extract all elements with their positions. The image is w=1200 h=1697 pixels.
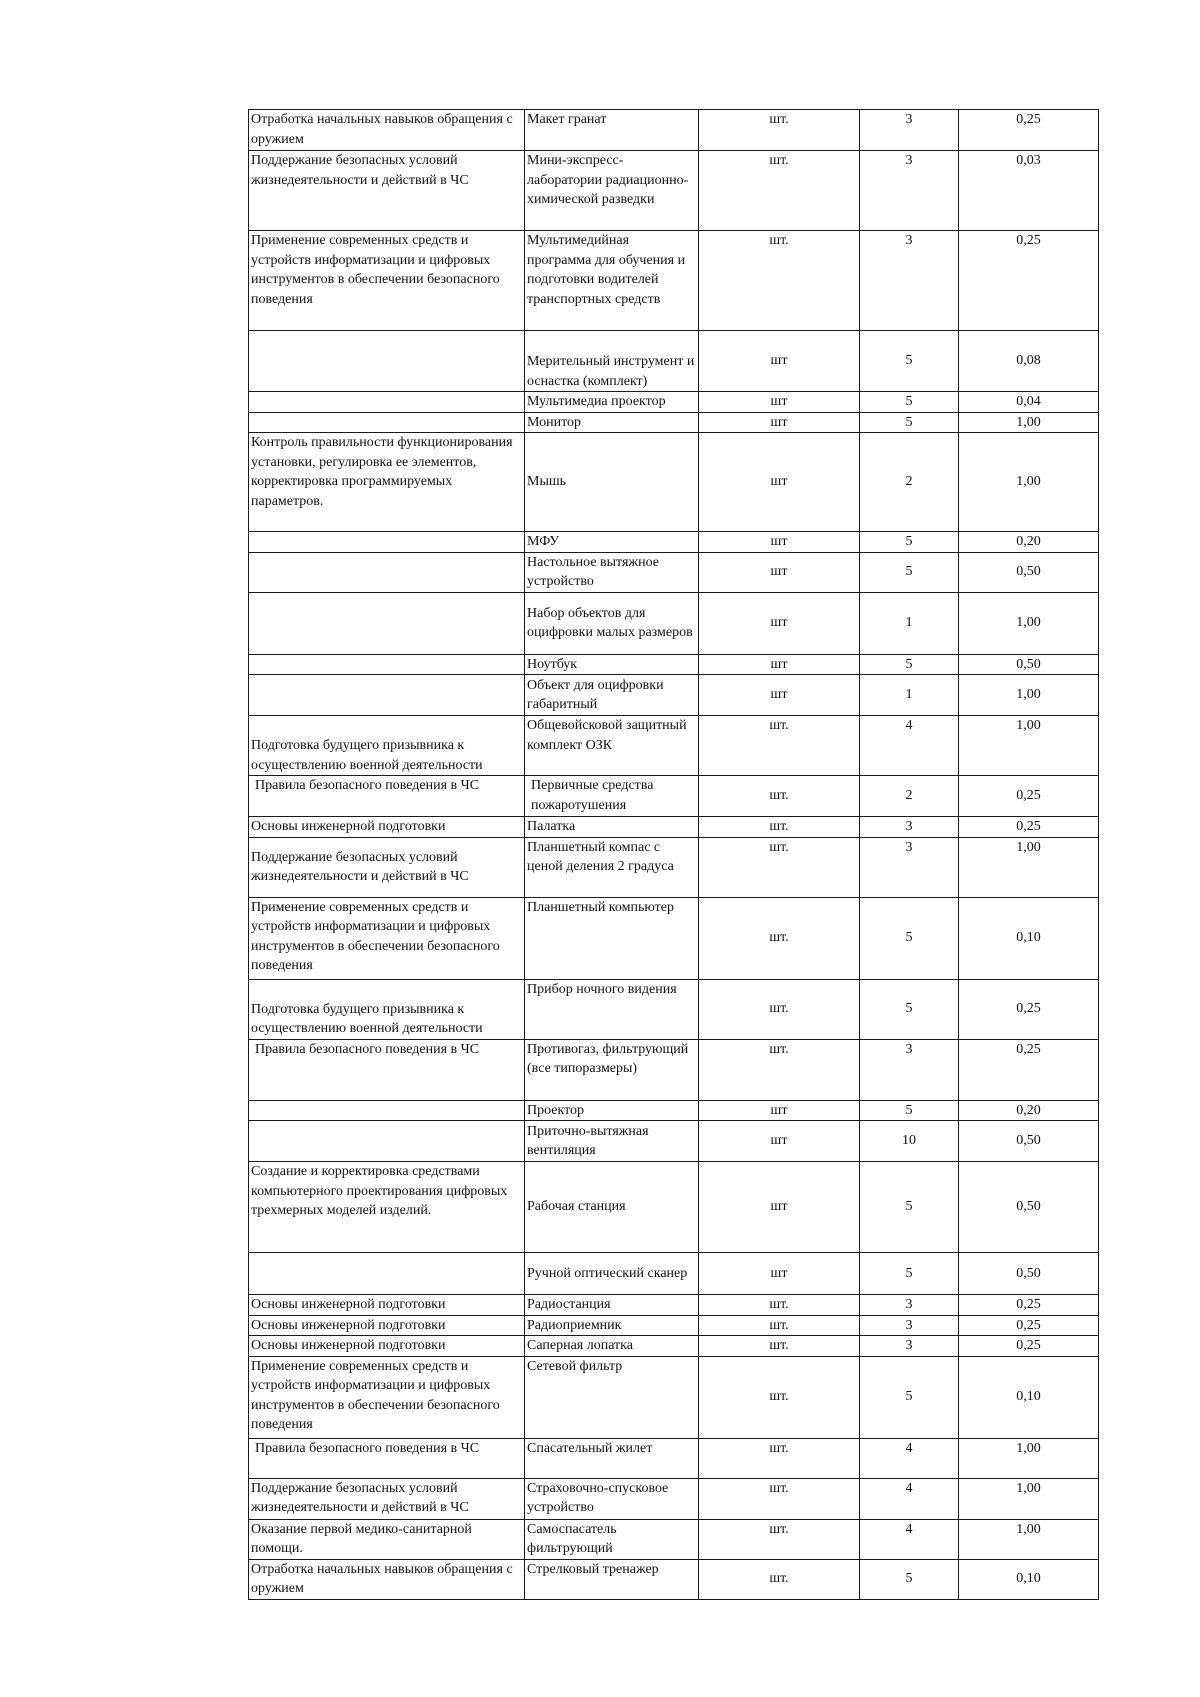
unit-cell: шт	[699, 552, 860, 592]
activity-cell	[249, 532, 525, 553]
activity-cell: Основы инженерной подготовки	[249, 1295, 525, 1316]
qty-cell: 3	[860, 110, 959, 151]
unit-cell: шт.	[699, 1478, 860, 1519]
qty-cell: 5	[860, 331, 959, 392]
qty-cell: 5	[860, 1100, 959, 1121]
item-cell: Монитор	[525, 412, 699, 433]
unit-cell: шт.	[699, 1438, 860, 1478]
unit-cell: шт.	[699, 776, 860, 817]
table-row	[249, 1478, 1099, 1519]
unit-cell: шт.	[699, 1039, 860, 1100]
item-cell: Объект для оцифровки габаритный	[525, 675, 699, 716]
table-row	[249, 433, 1099, 532]
coef-cell: 0,50	[959, 654, 1099, 675]
unit-cell: шт.	[699, 1336, 860, 1357]
unit-cell: шт	[699, 392, 860, 413]
activity-cell	[249, 331, 525, 392]
coef-cell: 0,25	[959, 1315, 1099, 1336]
coef-cell: 0,25	[959, 1039, 1099, 1100]
unit-cell: шт.	[699, 897, 860, 979]
table-row	[249, 1162, 1099, 1253]
activity-cell: Правила безопасного поведения в ЧС	[249, 1039, 525, 1100]
table-row	[249, 1253, 1099, 1295]
coef-cell: 0,10	[959, 1559, 1099, 1599]
qty-cell: 4	[860, 1478, 959, 1519]
coef-cell: 1,00	[959, 837, 1099, 897]
table-row	[249, 1356, 1099, 1438]
item-cell: Первичные средства пожаротушения	[525, 776, 699, 817]
item-cell: Настольное вытяжное устройство	[525, 552, 699, 592]
item-cell: Сетевой фильтр	[525, 1356, 699, 1438]
item-cell: Мерительный инструмент и оснастка (комплект)	[525, 331, 699, 392]
table-row	[249, 716, 1099, 776]
coef-cell: 0,03	[959, 151, 1099, 231]
unit-cell: шт.	[699, 1519, 860, 1559]
coef-cell: 1,00	[959, 433, 1099, 532]
unit-cell: шт	[699, 1100, 860, 1121]
qty-cell: 3	[860, 837, 959, 897]
table-row	[249, 1039, 1099, 1100]
qty-cell: 4	[860, 716, 959, 776]
qty-cell: 5	[860, 412, 959, 433]
coef-cell: 1,00	[959, 592, 1099, 654]
item-cell: Ноутбук	[525, 654, 699, 675]
qty-cell: 1	[860, 592, 959, 654]
coef-cell: 0,25	[959, 1295, 1099, 1316]
activity-cell: Применение современных средств и устройств информатизации и цифровых инструментов в обеспечении безопасного поведения	[249, 231, 525, 331]
unit-cell: шт.	[699, 1315, 860, 1336]
activity-cell: Поддержание безопасных условий жизнедеятельности и действий в ЧС	[249, 151, 525, 231]
activity-cell: Подготовка будущего призывника к осуществлению военной деятельности	[249, 979, 525, 1039]
table-row	[249, 532, 1099, 553]
item-cell: Ручной оптический сканер	[525, 1253, 699, 1295]
table-row	[249, 837, 1099, 897]
item-cell: Проектор	[525, 1100, 699, 1121]
coef-cell: 0,04	[959, 392, 1099, 413]
coef-cell: 1,00	[959, 675, 1099, 716]
coef-cell: 0,50	[959, 1253, 1099, 1295]
qty-cell: 3	[860, 231, 959, 331]
qty-cell: 3	[860, 151, 959, 231]
item-cell: Страховочно-спусковое устройство	[525, 1478, 699, 1519]
table-row	[249, 1315, 1099, 1336]
qty-cell: 2	[860, 433, 959, 532]
item-cell: МФУ	[525, 532, 699, 553]
table-row	[249, 776, 1099, 817]
activity-cell: Отработка начальных навыков обращения с оружием	[249, 1559, 525, 1599]
activity-cell	[249, 552, 525, 592]
coef-cell: 0,25	[959, 979, 1099, 1039]
activity-cell: Поддержание безопасных условий жизнедеятельности и действий в ЧС	[249, 837, 525, 897]
activity-cell	[249, 1253, 525, 1295]
activity-cell: Создание и корректировка средствами компьютерного проектирования цифровых трехмерных моделей изделий.	[249, 1162, 525, 1253]
unit-cell: шт.	[699, 1356, 860, 1438]
unit-cell: шт	[699, 331, 860, 392]
activity-cell: Правила безопасного поведения в ЧС	[249, 776, 525, 817]
item-cell: Самоспасатель фильтрующий	[525, 1519, 699, 1559]
qty-cell: 3	[860, 1039, 959, 1100]
activity-cell: Применение современных средств и устройств информатизации и цифровых инструментов в обеспечении безопасного поведения	[249, 1356, 525, 1438]
qty-cell: 2	[860, 776, 959, 817]
equipment-table	[248, 109, 1099, 1600]
table-row	[249, 1295, 1099, 1316]
table-row	[249, 1100, 1099, 1121]
item-cell: Саперная лопатка	[525, 1336, 699, 1357]
coef-cell: 1,00	[959, 716, 1099, 776]
table-row	[249, 817, 1099, 838]
unit-cell: шт.	[699, 151, 860, 231]
item-cell: Планшетный компьютер	[525, 897, 699, 979]
coef-cell: 1,00	[959, 1438, 1099, 1478]
item-cell: Радиоприемник	[525, 1315, 699, 1336]
coef-cell: 0,25	[959, 231, 1099, 331]
coef-cell: 0,25	[959, 776, 1099, 817]
activity-cell: Основы инженерной подготовки	[249, 817, 525, 838]
item-cell: Макет гранат	[525, 110, 699, 151]
qty-cell: 5	[860, 654, 959, 675]
qty-cell: 3	[860, 1315, 959, 1336]
item-cell: Набор объектов для оцифровки малых размеров	[525, 592, 699, 654]
unit-cell: шт.	[699, 1295, 860, 1316]
activity-cell: Правила безопасного поведения в ЧС	[249, 1438, 525, 1478]
coef-cell: 0,25	[959, 1336, 1099, 1357]
coef-cell: 0,20	[959, 1100, 1099, 1121]
qty-cell: 5	[860, 392, 959, 413]
table-row	[249, 1438, 1099, 1478]
activity-cell	[249, 654, 525, 675]
qty-cell: 5	[860, 532, 959, 553]
table-row	[249, 654, 1099, 675]
unit-cell: шт.	[699, 1559, 860, 1599]
table-row	[249, 979, 1099, 1039]
table-row	[249, 1519, 1099, 1559]
coef-cell: 0,25	[959, 110, 1099, 151]
qty-cell: 1	[860, 675, 959, 716]
table-row	[249, 1559, 1099, 1599]
activity-cell: Подготовка будущего призывника к осуществлению военной деятельности	[249, 716, 525, 776]
item-cell: Прибор ночного видения	[525, 979, 699, 1039]
table-row	[249, 897, 1099, 979]
activity-cell	[249, 592, 525, 654]
coef-cell: 1,00	[959, 1478, 1099, 1519]
activity-cell	[249, 1121, 525, 1162]
table-row	[249, 151, 1099, 231]
qty-cell: 5	[860, 1356, 959, 1438]
coef-cell: 0,20	[959, 532, 1099, 553]
activity-cell	[249, 412, 525, 433]
item-cell: Мультимедиа проектор	[525, 392, 699, 413]
unit-cell: шт	[699, 1162, 860, 1253]
activity-cell	[249, 392, 525, 413]
qty-cell: 5	[860, 1162, 959, 1253]
qty-cell: 3	[860, 1295, 959, 1316]
table-row	[249, 1121, 1099, 1162]
activity-cell: Основы инженерной подготовки	[249, 1336, 525, 1357]
qty-cell: 5	[860, 1559, 959, 1599]
coef-cell: 0,08	[959, 331, 1099, 392]
table-row	[249, 675, 1099, 716]
coef-cell: 0,50	[959, 552, 1099, 592]
qty-cell: 5	[860, 897, 959, 979]
unit-cell: шт.	[699, 110, 860, 151]
coef-cell: 0,50	[959, 1162, 1099, 1253]
unit-cell: шт	[699, 433, 860, 532]
activity-cell: Основы инженерной подготовки	[249, 1315, 525, 1336]
unit-cell: шт	[699, 1121, 860, 1162]
unit-cell: шт	[699, 1253, 860, 1295]
item-cell: Мини-экспресс-лаборатории радиационно-химической разведки	[525, 151, 699, 231]
item-cell: Планшетный компас с ценой деления 2 градуса	[525, 837, 699, 897]
table-row	[249, 331, 1099, 392]
coef-cell: 0,10	[959, 897, 1099, 979]
item-cell: Стрелковый тренажер	[525, 1559, 699, 1599]
activity-cell: Контроль правильности функционирования установки, регулировка ее элементов, корректировка программируемых параметров.	[249, 433, 525, 532]
unit-cell: шт.	[699, 716, 860, 776]
unit-cell: шт	[699, 675, 860, 716]
activity-cell: Оказание первой медико-санитарной помощи.	[249, 1519, 525, 1559]
item-cell: Палатка	[525, 817, 699, 838]
table-row	[249, 592, 1099, 654]
unit-cell: шт	[699, 654, 860, 675]
item-cell: Приточно-вытяжная вентиляция	[525, 1121, 699, 1162]
qty-cell: 4	[860, 1438, 959, 1478]
qty-cell: 3	[860, 817, 959, 838]
qty-cell: 5	[860, 552, 959, 592]
coef-cell: 1,00	[959, 412, 1099, 433]
table-row	[249, 552, 1099, 592]
item-cell: Радиостанция	[525, 1295, 699, 1316]
item-cell: Мышь	[525, 433, 699, 532]
qty-cell: 4	[860, 1519, 959, 1559]
coef-cell: 0,50	[959, 1121, 1099, 1162]
item-cell: Рабочая станция	[525, 1162, 699, 1253]
table-row	[249, 110, 1099, 151]
activity-cell: Отработка начальных навыков обращения с оружием	[249, 110, 525, 151]
unit-cell: шт.	[699, 837, 860, 897]
coef-cell: 0,10	[959, 1356, 1099, 1438]
qty-cell: 5	[860, 979, 959, 1039]
activity-cell: Поддержание безопасных условий жизнедеятельности и действий в ЧС	[249, 1478, 525, 1519]
table-row	[249, 392, 1099, 413]
table-row	[249, 412, 1099, 433]
unit-cell: шт	[699, 532, 860, 553]
activity-cell: Применение современных средств и устройств информатизации и цифровых инструментов в обеспечении безопасного поведения	[249, 897, 525, 979]
coef-cell: 0,25	[959, 817, 1099, 838]
qty-cell: 3	[860, 1336, 959, 1357]
qty-cell: 10	[860, 1121, 959, 1162]
activity-cell	[249, 675, 525, 716]
qty-cell: 5	[860, 1253, 959, 1295]
table-row	[249, 231, 1099, 331]
table-row	[249, 1336, 1099, 1357]
item-cell: Спасательный жилет	[525, 1438, 699, 1478]
unit-cell: шт	[699, 592, 860, 654]
coef-cell: 1,00	[959, 1519, 1099, 1559]
item-cell: Мультимедийная программа для обучения и подготовки водителей транспортных средств	[525, 231, 699, 331]
unit-cell: шт.	[699, 817, 860, 838]
unit-cell: шт.	[699, 979, 860, 1039]
item-cell: Противогаз, фильтрующий (все типоразмеры)	[525, 1039, 699, 1100]
activity-cell	[249, 1100, 525, 1121]
unit-cell: шт	[699, 412, 860, 433]
item-cell: Общевойсковой защитный комплект ОЗК	[525, 716, 699, 776]
unit-cell: шт.	[699, 231, 860, 331]
